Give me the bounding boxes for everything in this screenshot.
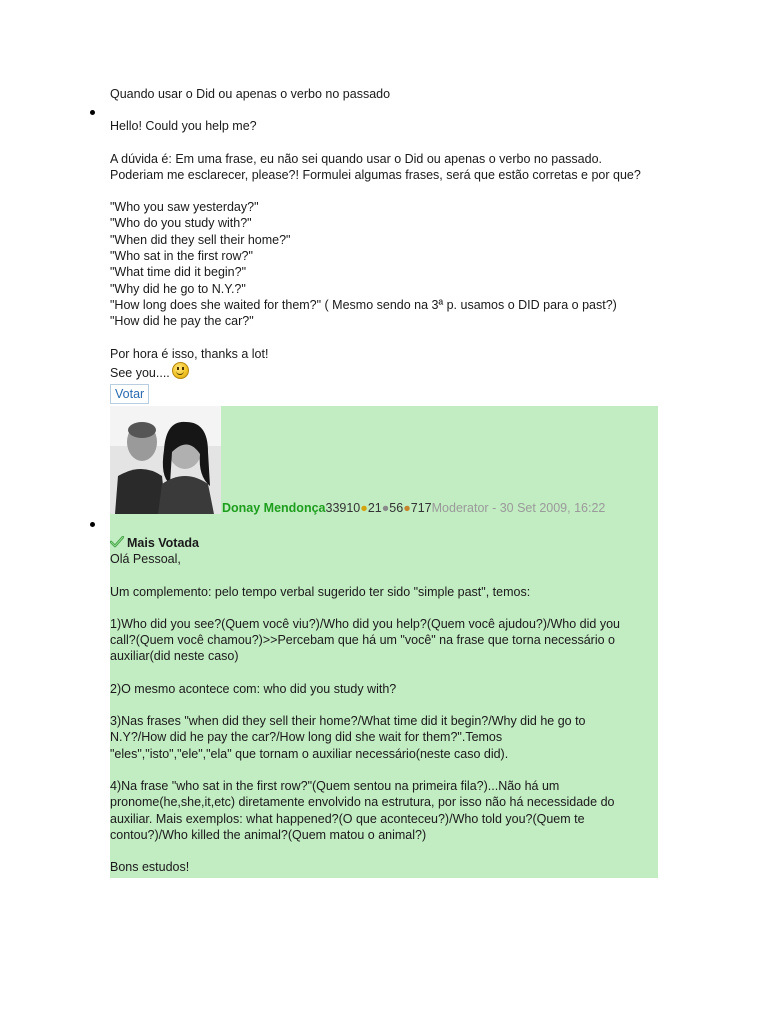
answer-line: contou?)/Who killed the animal?(Quem matou o animal?) xyxy=(110,827,427,842)
author-avatar[interactable] xyxy=(110,406,221,514)
most-voted-badge xyxy=(110,535,650,551)
answer-line: 3)Nas frases "when did they sell their home?/What time did it begin?/Why did he go to xyxy=(110,714,586,729)
see-you-text: See you.... xyxy=(110,365,170,380)
wink-smiley-icon xyxy=(172,362,189,379)
vote-button[interactable]: Votar xyxy=(110,384,149,404)
bronze-badge-count: 717 xyxy=(410,501,432,515)
bullet-answer xyxy=(90,522,95,527)
bronze-badge-icon: ● xyxy=(403,501,411,515)
answer-body xyxy=(110,535,650,875)
author-name-link[interactable]: Donay Mendonça xyxy=(222,501,326,515)
question-sentence: "How did he pay the car?" xyxy=(110,314,254,329)
answer-meta xyxy=(222,501,605,515)
question-signoff xyxy=(110,362,670,381)
answer-line: 2)O mesmo acontece com: who did you study with? xyxy=(110,681,397,696)
question-sentence: "Who do you study with?" xyxy=(110,216,252,231)
checkmark-icon xyxy=(110,536,124,548)
reputation-score: 33910 xyxy=(325,501,361,515)
question-sentence: "How long does she waited for them?" ( Mesmo sendo na 3ª p. usamos o DID para o past?) xyxy=(110,297,617,312)
silver-badge-count: 56 xyxy=(389,501,404,515)
answer-line: pronome(he,she,it,etc) diretamente envolvido na estrutura, por isso não há necessidade do xyxy=(110,795,615,810)
gold-badge-icon: ● xyxy=(360,501,368,515)
question-sentence: "Who you saw yesterday?" xyxy=(110,200,259,215)
question-title: Quando usar o Did ou apenas o verbo no passado xyxy=(110,87,391,101)
question-sentence: "Why did he go to N.Y.?" xyxy=(110,281,246,296)
moderator-date: Moderator - 30 Set 2009, 16:22 xyxy=(431,501,606,515)
question-sentence: "When did they sell their home?" xyxy=(110,232,291,247)
answer-line: call?(Quem você chamou?)>>Percebam que há um "você" na frase que torna necessário o xyxy=(110,633,615,648)
question-doubt-line-1: A dúvida é: Em uma frase, eu não sei quando usar o Did ou apenas o verbo no passado. xyxy=(110,151,602,166)
most-voted-label: Mais Votada xyxy=(127,536,200,550)
silver-badge-icon: ● xyxy=(381,501,390,515)
answer-line: 1)Who did you see?(Quem você viu?)/Who did you help?(Quem você ajudou?)/Who did you xyxy=(110,616,620,631)
bullet-question xyxy=(90,110,95,115)
question-greeting: Hello! Could you help me? xyxy=(110,119,257,134)
answer-line: Um complemento: pelo tempo verbal sugerido ter sido "simple past", temos: xyxy=(110,584,531,599)
answer-line: 4)Na frase "who sat in the first row?"(Quem sentou na primeira fila?)...Não há um xyxy=(110,778,560,793)
question-sentence: "Who sat in the first row?" xyxy=(110,249,253,264)
question-closing: Por hora é isso, thanks a lot! xyxy=(110,346,269,361)
question-sentence: "What time did it begin?" xyxy=(110,265,247,280)
answer-line: auxiliar. Mais exemplos: what happened?(O que aconteceu?)/Who told you?(Quem te xyxy=(110,811,585,826)
answer-line: auxiliar(did neste caso) xyxy=(110,649,239,664)
answer-line: N.Y?/How did he pay the car?/How long did she wait for them?".Temos xyxy=(110,730,503,745)
question-doubt-line-2: Poderiam me esclarecer, please?! Formulei algumas frases, será que estão corretas e por que? xyxy=(110,167,641,182)
gold-badge-count: 21 xyxy=(367,501,382,515)
answer-line: "eles","isto","ele","ela" que tornam o auxiliar necessário(neste caso did). xyxy=(110,746,509,761)
answer-signoff: Bons estudos! xyxy=(110,860,190,875)
answer-line: Olá Pessoal, xyxy=(110,552,181,567)
question-post xyxy=(110,86,670,381)
